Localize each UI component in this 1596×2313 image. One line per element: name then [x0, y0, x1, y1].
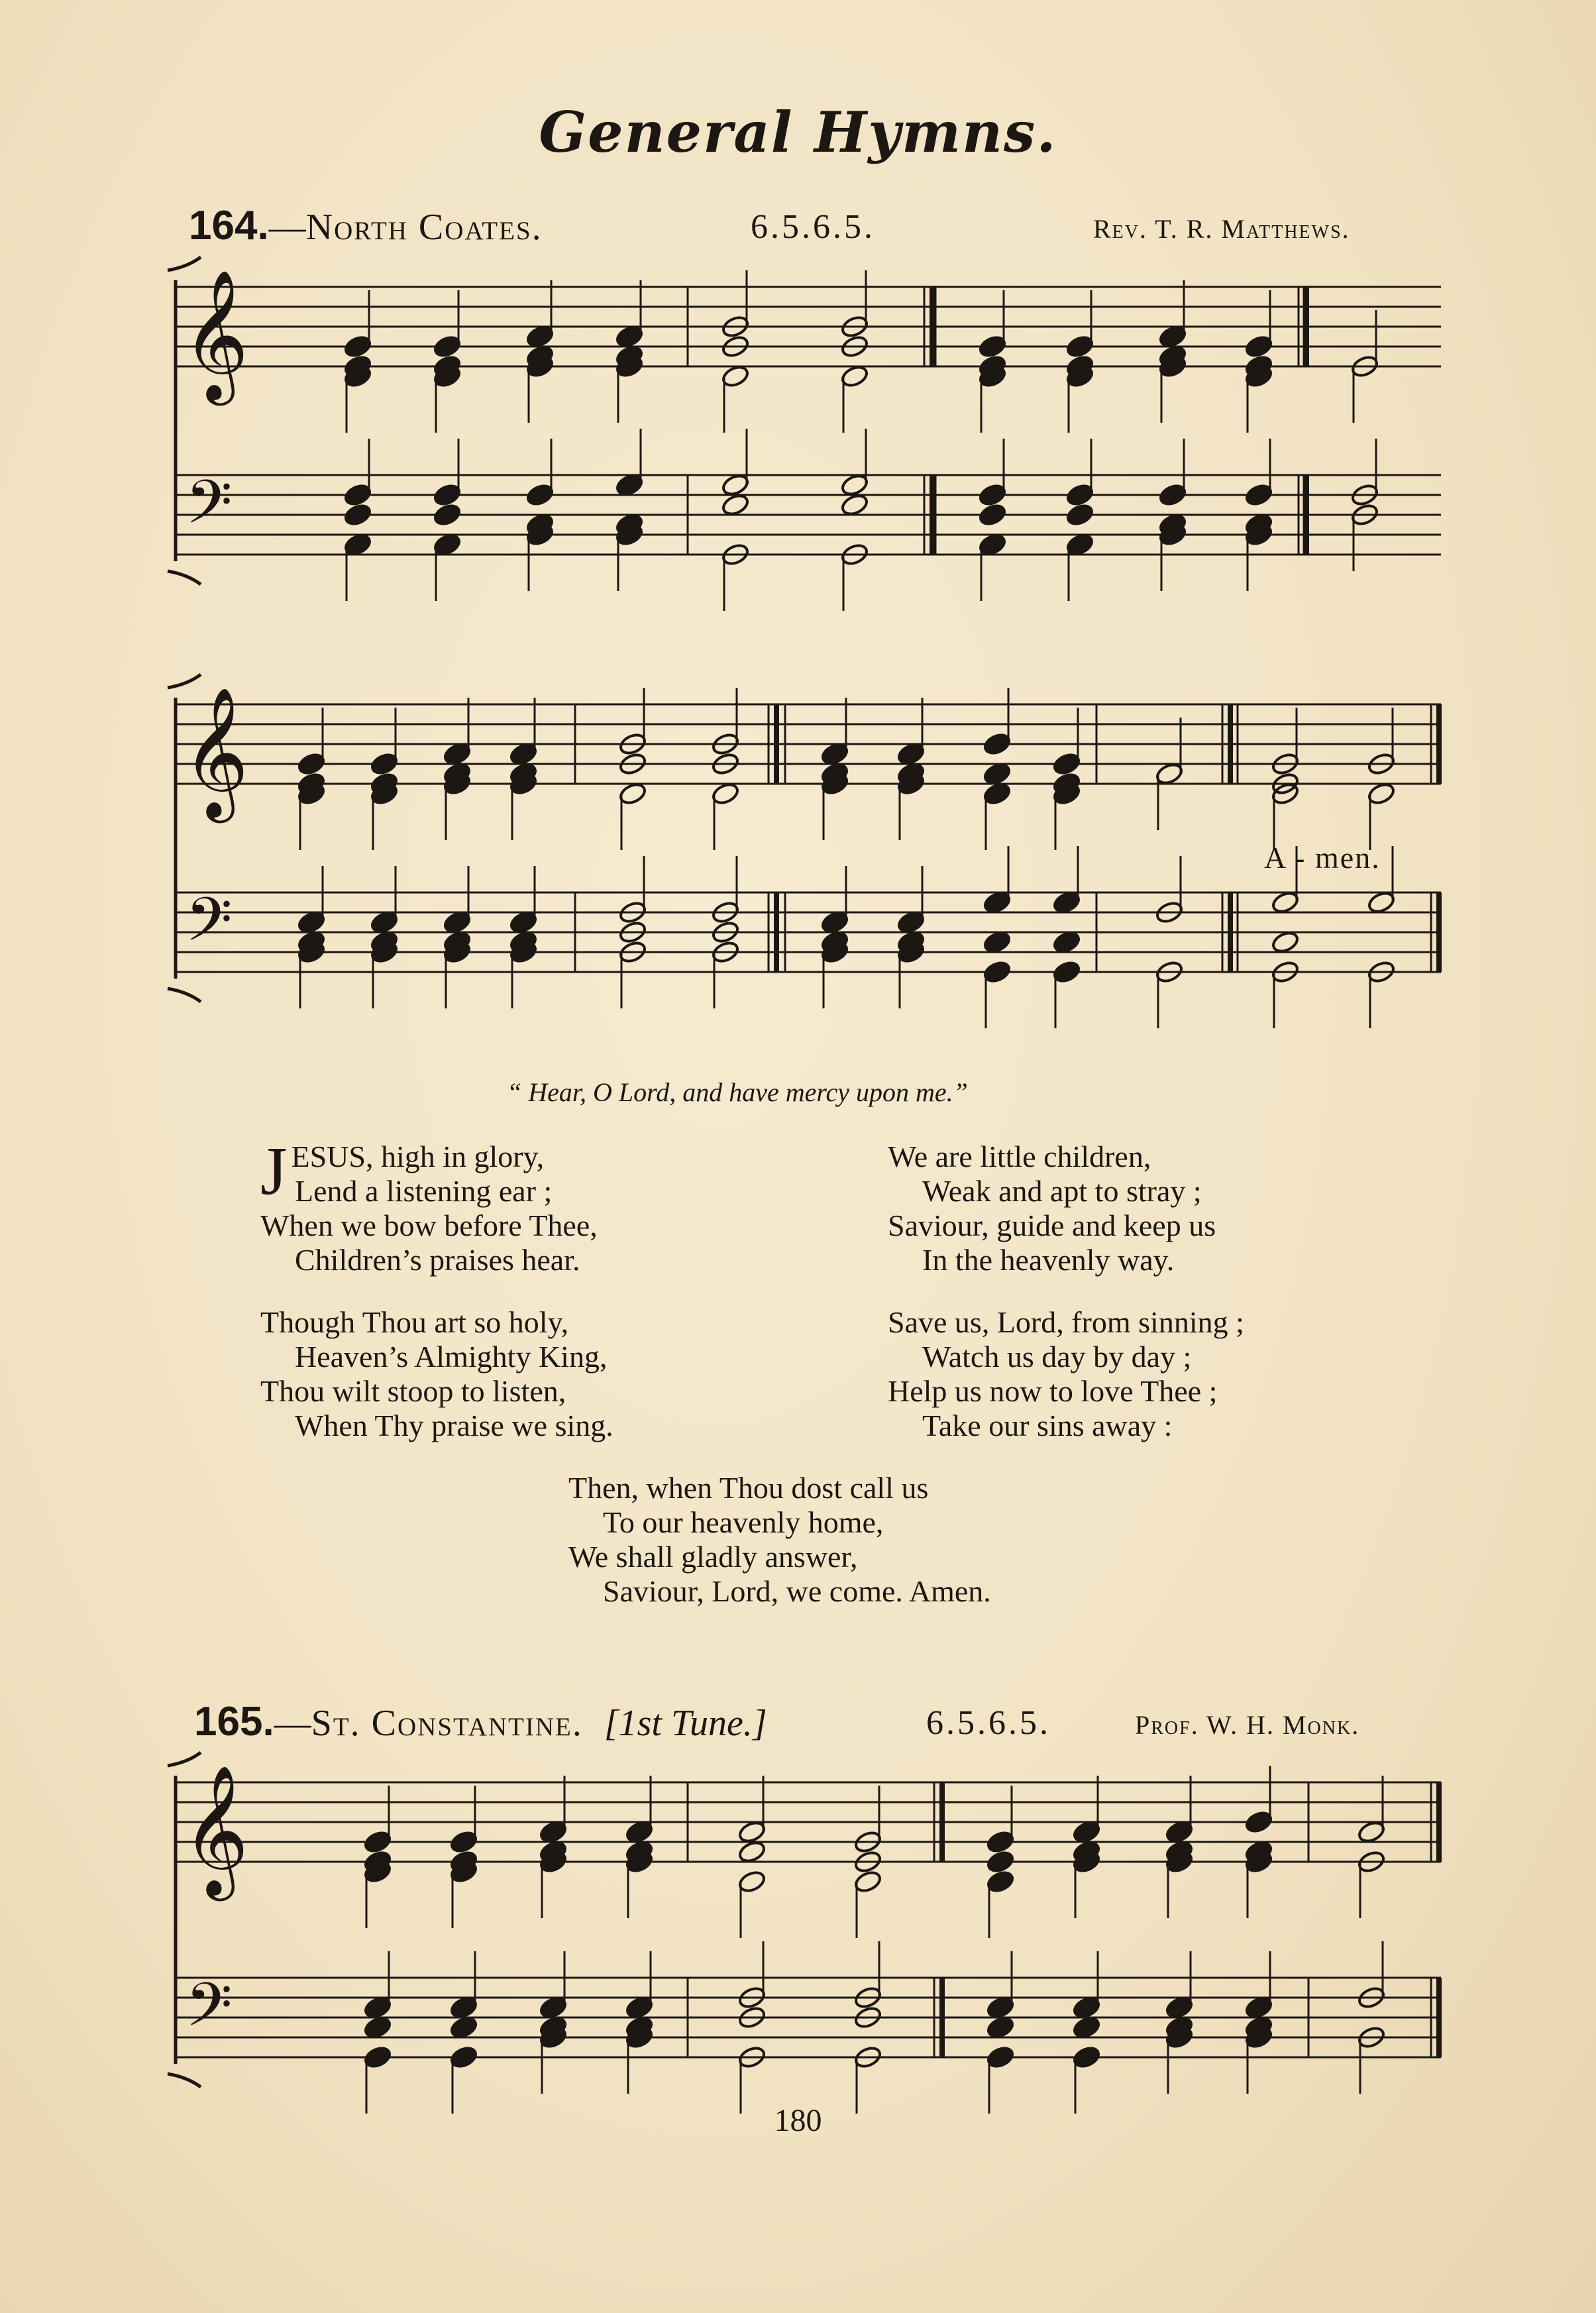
bracket-hook — [168, 2074, 201, 2087]
verse-line: Lend a listening ear ; — [295, 1174, 553, 1208]
note-head — [737, 1839, 767, 1864]
verse-line: We are little children, — [888, 1140, 1151, 1173]
verse-line: Take our sins away : — [922, 1409, 1173, 1442]
bass-clef-icon: 𝄢 — [186, 467, 233, 552]
note-head — [721, 492, 751, 517]
note-head — [840, 492, 870, 517]
verse-line: Heaven’s Almighty King, — [295, 1340, 608, 1373]
verse-3 — [888, 1140, 1216, 1277]
tune-name: St. Constantine. — [311, 1703, 583, 1744]
bass-clef-icon: 𝄢 — [186, 1970, 233, 2055]
treble-clef-icon: 𝄞 — [182, 686, 249, 818]
note-head — [1052, 930, 1082, 955]
verse-line: In the heavenly way. — [922, 1243, 1175, 1277]
verse-line: Weak and apt to stray ; — [922, 1174, 1202, 1208]
bracket-hook — [168, 257, 201, 270]
verse-line: Saviour, Lord, we come. Amen. — [603, 1574, 991, 1608]
verse-4 — [888, 1305, 1244, 1443]
note-head — [449, 2015, 479, 2040]
note-head — [983, 930, 1012, 955]
note-head — [433, 502, 462, 527]
verse-line: Help us now to love Thee ; — [888, 1374, 1218, 1408]
note-head — [983, 761, 1012, 786]
amen-lyric: A - men. — [1264, 841, 1381, 875]
verse-5 — [568, 1471, 991, 1609]
note-head — [986, 2015, 1016, 2040]
note-head — [1271, 930, 1301, 955]
page-number: 180 — [774, 2103, 822, 2138]
heading-dash: — — [268, 207, 306, 248]
heading-dash: — — [274, 1703, 311, 1744]
hymn-165-composer: Prof. W. H. Monk. — [1135, 1710, 1360, 1740]
verse-line: When we bow before Thee, — [260, 1209, 598, 1242]
hymn-165-heading — [194, 1698, 767, 1745]
note-head — [343, 502, 373, 527]
bracket-hook — [168, 989, 201, 1002]
verse-2 — [260, 1305, 613, 1443]
verse-line: We shall gladly answer, — [568, 1540, 858, 1574]
hymn-165-meter: 6.5.6.5. — [926, 1704, 1051, 1742]
bracket-hook — [168, 1752, 201, 1766]
verse-line: Children’s praises hear. — [295, 1243, 580, 1277]
verse-line: When Thy praise we sing. — [295, 1409, 613, 1442]
hymn-164-composer: Rev. T. R. Matthews. — [1093, 214, 1350, 244]
hymn-164-meter: 6.5.6.5. — [751, 208, 875, 246]
verse-line: Save us, Lord, from sinning ; — [888, 1305, 1244, 1339]
verse-line: ESUS, high in glory, — [291, 1140, 545, 1173]
treble-clef-icon: 𝄞 — [182, 269, 249, 400]
note-head — [986, 1849, 1016, 1874]
page-title: General Hymns. — [539, 99, 1057, 165]
hymn-164-caption: “ Hear, O Lord, and have mercy upon me.” — [507, 1077, 968, 1107]
verse-line: Though Thou art so holy, — [260, 1305, 569, 1339]
bracket-hook — [168, 571, 201, 584]
treble-clef-icon: 𝄞 — [182, 1764, 249, 1896]
bass-clef-icon: 𝄢 — [186, 885, 233, 969]
note-head — [363, 2015, 393, 2040]
tune-note: [1st Tune.] — [604, 1703, 767, 1744]
verse-line: To our heavenly home, — [603, 1505, 884, 1539]
note-head — [1065, 502, 1095, 527]
verse-line: Then, when Thou dost call us — [568, 1471, 929, 1505]
note-head — [978, 502, 1008, 527]
bracket-hook — [168, 674, 201, 688]
hymn-number: 165. — [194, 1699, 274, 1745]
verse-line: Watch us day by day ; — [922, 1340, 1192, 1373]
verse-1 — [260, 1133, 598, 1277]
verse-line: Thou wilt stoop to listen, — [260, 1374, 566, 1408]
note-head — [1072, 2015, 1102, 2040]
drop-cap: J — [260, 1133, 288, 1209]
tune-name: North Coates. — [305, 207, 543, 248]
verse-line: Saviour, guide and keep us — [888, 1209, 1216, 1242]
hymn-number: 164. — [189, 203, 269, 248]
